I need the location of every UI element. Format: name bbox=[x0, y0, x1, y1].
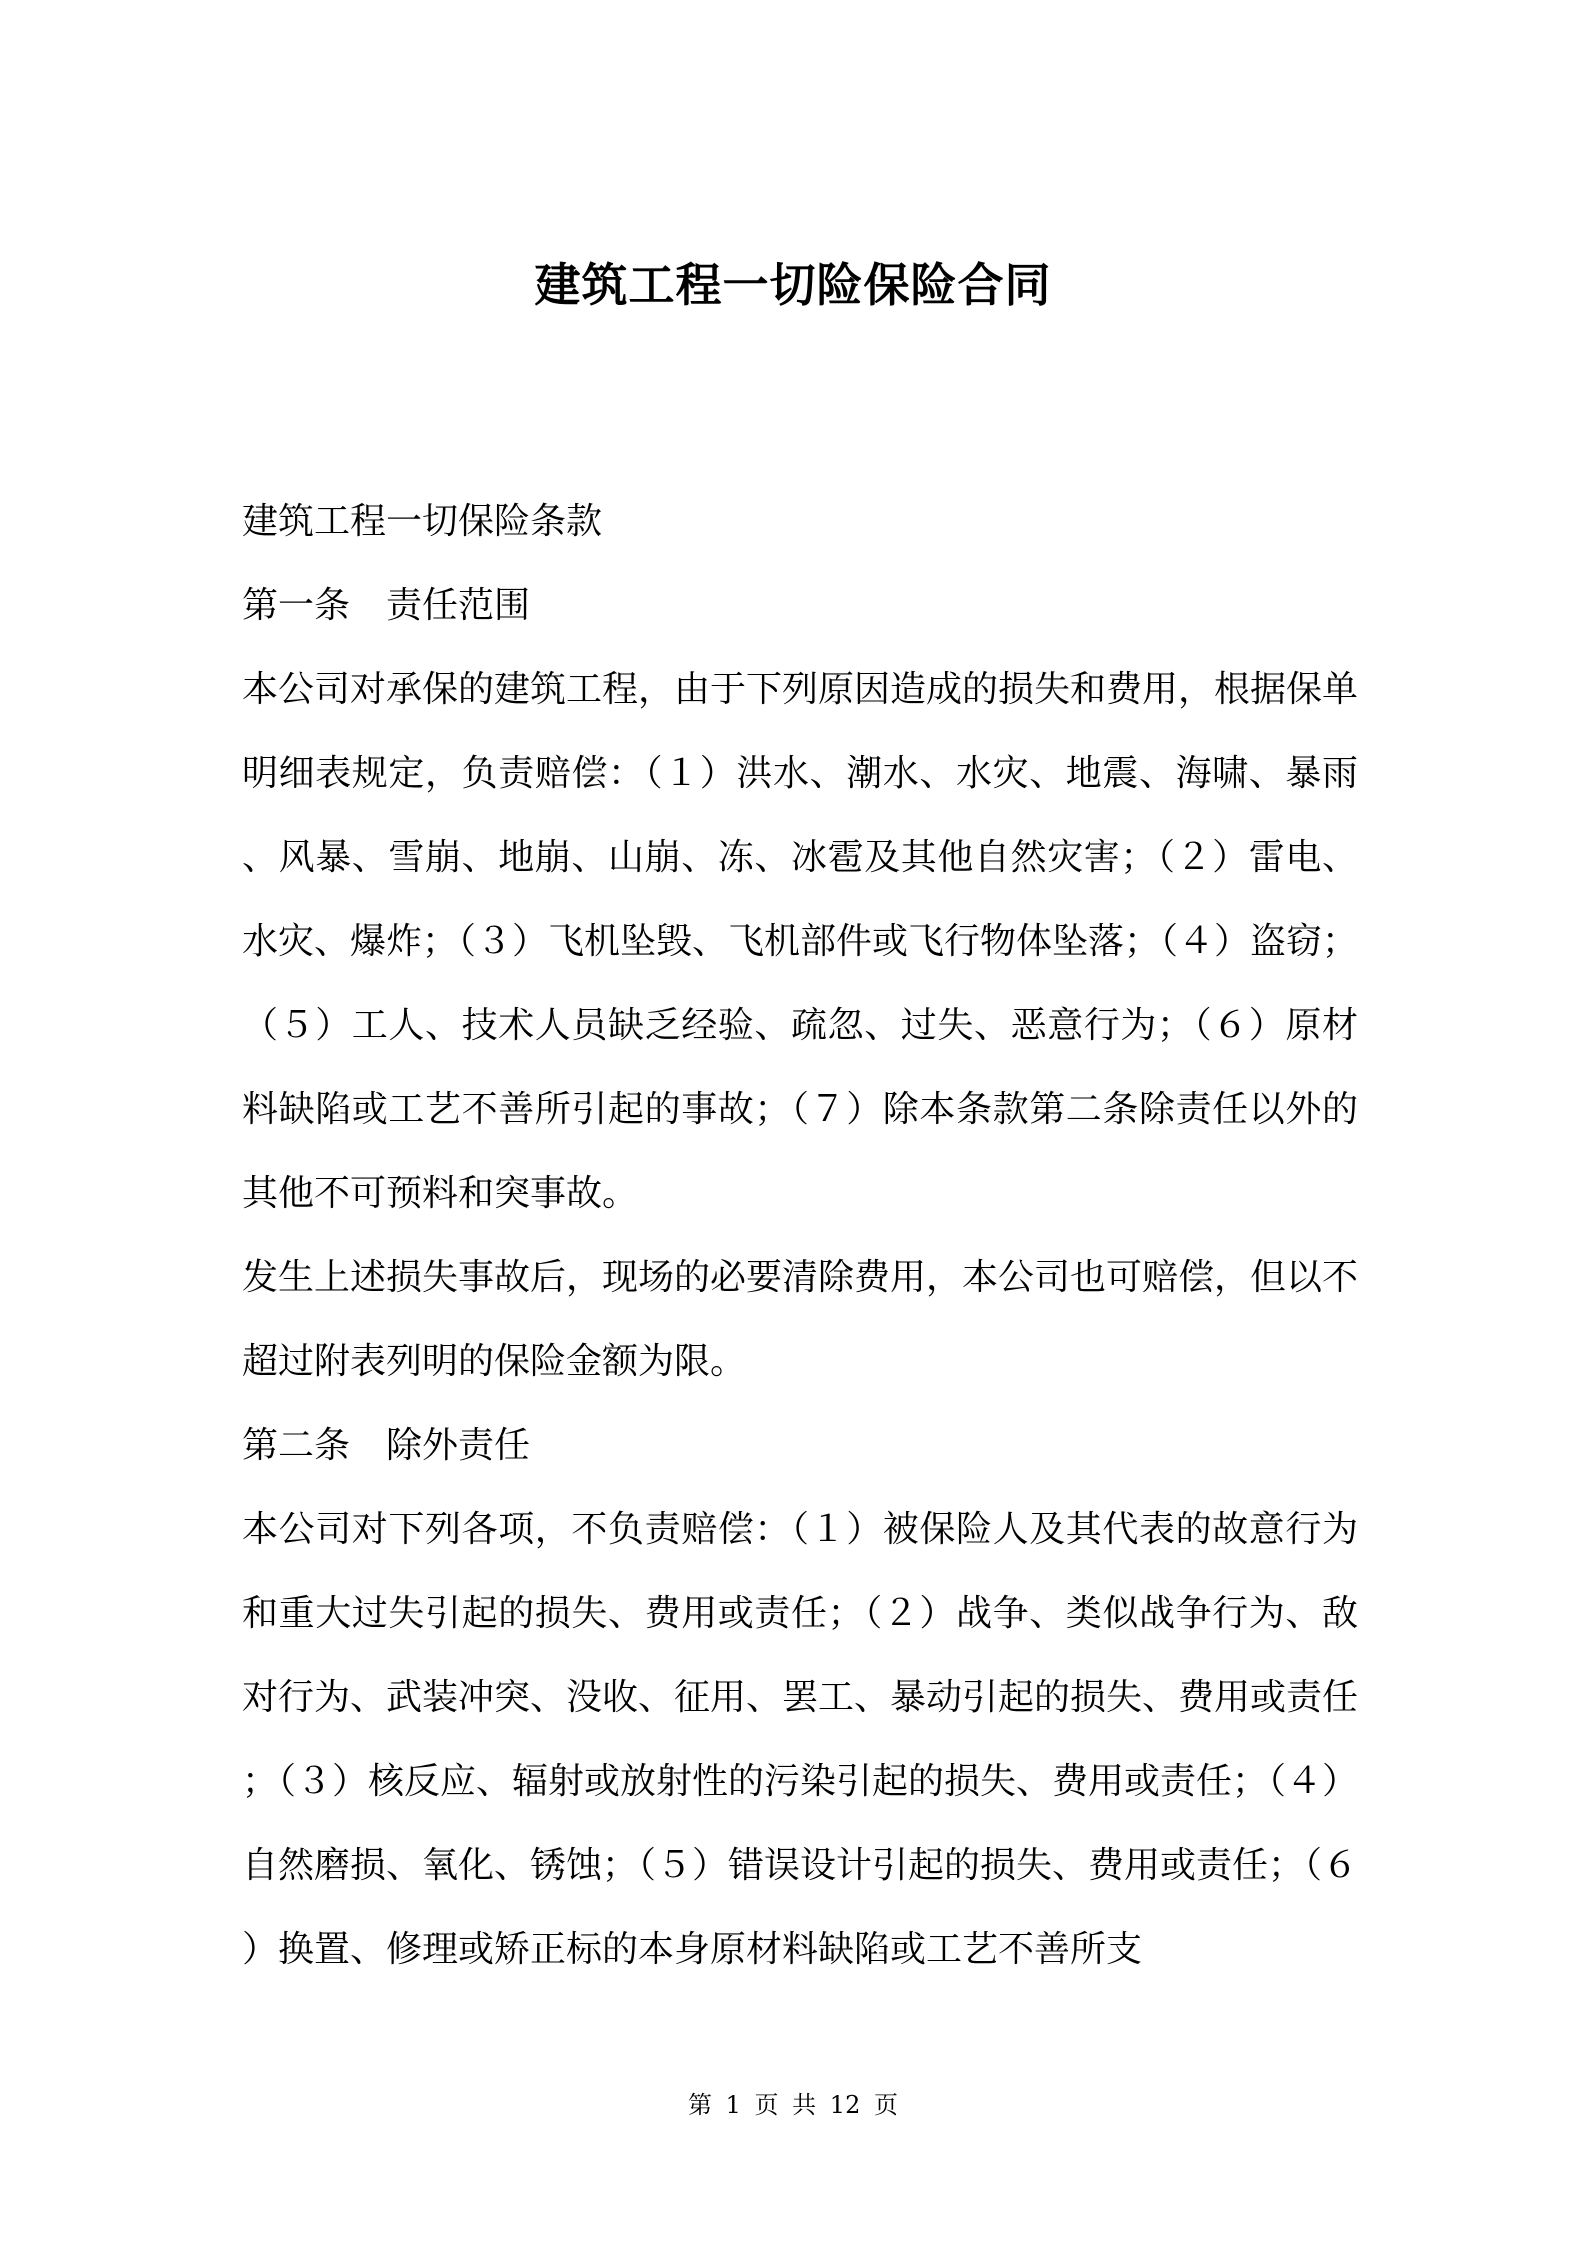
article-1-paragraph: 本公司对承保的建筑工程，由于下列原因造成的损失和费用，根据保单明细表规定，负责赔偿：（１）洪水、潮水、水灾、地震、海啸、暴雨、风暴、雪崩、地崩、山崩、冻、冰雹及其他自然灾害；（２）雷电、水灾、爆炸；（３）飞机坠毁、飞机部件或飞行物体坠落；（４）盗窃；（５）工人、技术人员缺乏经验、疏忽、过失、恶意行为；（６）原材料缺陷或工艺不善所引起的事故；（７）除本条款第二条除责任以外的其他不可预料和突事故。 bbox=[242, 669, 1359, 1214]
article-1-heading bbox=[242, 564, 1358, 648]
article-2-name: 除外责任 bbox=[386, 1425, 531, 1466]
document-body bbox=[242, 480, 1358, 1992]
page-footer: 第 1 页 共 12 页 bbox=[688, 2091, 898, 2119]
section-subtitle: 建筑工程一切保险条款 bbox=[242, 501, 603, 542]
article-1-number: 第一条 bbox=[242, 585, 351, 626]
article-1-name: 责任范围 bbox=[386, 585, 531, 626]
document-title: 建筑工程一切险保险合同 bbox=[534, 258, 1052, 312]
article-2-number: 第二条 bbox=[242, 1425, 351, 1466]
article-1-paragraph: 发生上述损失事故后，现场的必要清除费用，本公司也可赔偿，但以不超过附表列明的保险金额为限。 bbox=[242, 1257, 1359, 1382]
article-2-heading bbox=[242, 1404, 1358, 1488]
article-2-paragraph: 本公司对下列各项，不负责赔偿：（１）被保险人及其代表的故意行为和重大过失引起的损失、费用或责任；（２）战争、类似战争行为、敌对行为、武装冲突、没收、征用、罢工、暴动引起的损失、费用或责任；（３）核反应、辐射或放射性的污染引起的损失、费用或责任；（４）自然磨损、氧化、锈蚀；（５）错误设计引起的损失、费用或责任；（６）换置、修理或矫正标的本身原材料缺陷或工艺不善所支 bbox=[242, 1509, 1359, 1970]
